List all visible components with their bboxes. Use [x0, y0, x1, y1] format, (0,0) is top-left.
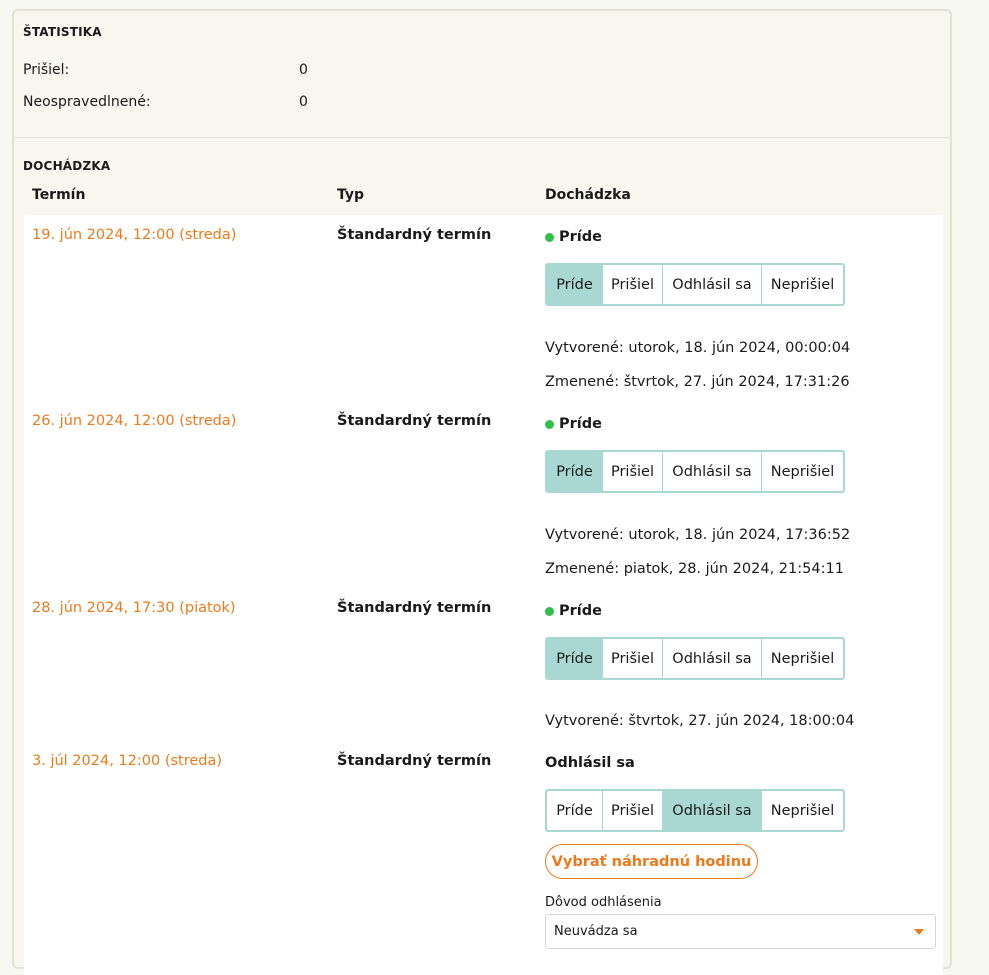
term-date: 28. jún 2024, 17:30 (piatok): [32, 600, 236, 616]
absent-button[interactable]: Neprišiel: [770, 463, 835, 480]
chevron-down-icon: [914, 929, 924, 935]
attendance-button-group: [545, 263, 845, 306]
stat-label-present: Prišiel:: [23, 62, 70, 78]
signoff-reason-select[interactable]: [545, 914, 936, 949]
attendance-button-group: [545, 450, 845, 493]
choose-replacement-lesson-button[interactable]: Vybrať náhradnú hodinu: [545, 844, 758, 879]
status-label: Príde: [559, 416, 602, 432]
term-type: Štandardný termín: [337, 753, 492, 769]
present-button[interactable]: Prišiel: [603, 452, 663, 491]
created-timestamp: Vytvorené: utorok, 18. jún 2024, 17:36:52: [545, 527, 851, 543]
stat-label-unexcused: Neospravedlnené:: [23, 94, 151, 110]
status-label: Príde: [559, 229, 602, 245]
attendance-button-group: [545, 789, 845, 832]
status-dot-icon: [545, 607, 554, 616]
signed-off-button[interactable]: Odhlásil sa: [663, 452, 762, 491]
status-label: Príde: [559, 603, 602, 619]
signed-off-button[interactable]: Odhlásil sa: [663, 265, 762, 304]
stat-value-unexcused: 0: [299, 94, 308, 110]
attendance-status: [545, 416, 602, 432]
signed-off-button[interactable]: Odhlásil sa: [663, 791, 762, 830]
absent-button[interactable]: Neprišiel: [770, 650, 835, 667]
term-date: 26. jún 2024, 12:00 (streda): [32, 413, 237, 429]
status-dot-icon: [545, 233, 554, 242]
attendance-status: [545, 755, 635, 771]
term-date: 3. júl 2024, 12:00 (streda): [32, 753, 223, 769]
absent-button[interactable]: Neprišiel: [770, 276, 835, 293]
present-button[interactable]: Prišiel: [603, 265, 663, 304]
divider: [15, 137, 951, 138]
attendance-button-group: [545, 637, 845, 680]
present-button[interactable]: Prišiel: [603, 639, 663, 678]
status-dot-icon: [545, 420, 554, 429]
stats-title: ŠTATISTIKA: [23, 25, 102, 39]
stat-value-present: 0: [299, 62, 308, 78]
changed-timestamp: Zmenené: piatok, 28. jún 2024, 21:54:11: [545, 561, 844, 577]
attendance-title: DOCHÁDZKA: [23, 159, 111, 173]
attendance-table: [24, 215, 943, 975]
attendance-status: [545, 603, 602, 619]
will-come-button[interactable]: Príde: [547, 265, 603, 304]
attendance-status: [545, 229, 602, 245]
created-timestamp: Vytvorené: štvrtok, 27. jún 2024, 18:00:04: [545, 713, 855, 729]
column-header-term: Termín: [32, 187, 86, 203]
present-button[interactable]: Prišiel: [603, 791, 663, 830]
term-type: Štandardný termín: [337, 227, 492, 243]
term-type: Štandardný termín: [337, 600, 492, 616]
will-come-button[interactable]: Príde: [547, 639, 603, 678]
absent-button[interactable]: Neprišiel: [770, 802, 835, 819]
changed-timestamp: Zmenené: štvrtok, 27. jún 2024, 17:31:26: [545, 374, 850, 390]
signoff-reason-value: Neuvádza sa: [554, 924, 638, 939]
signoff-reason-label: Dôvod odhlásenia: [545, 895, 662, 910]
term-type: Štandardný termín: [337, 413, 492, 429]
will-come-button[interactable]: Príde: [547, 452, 603, 491]
created-timestamp: Vytvorené: utorok, 18. jún 2024, 00:00:04: [545, 340, 851, 356]
column-header-type: Typ: [337, 187, 365, 203]
signed-off-button[interactable]: Odhlásil sa: [663, 639, 762, 678]
column-header-attendance: Dochádzka: [545, 187, 631, 203]
will-come-button[interactable]: Príde: [547, 791, 603, 830]
status-label: Odhlásil sa: [545, 755, 635, 771]
term-date: 19. jún 2024, 12:00 (streda): [32, 227, 237, 243]
